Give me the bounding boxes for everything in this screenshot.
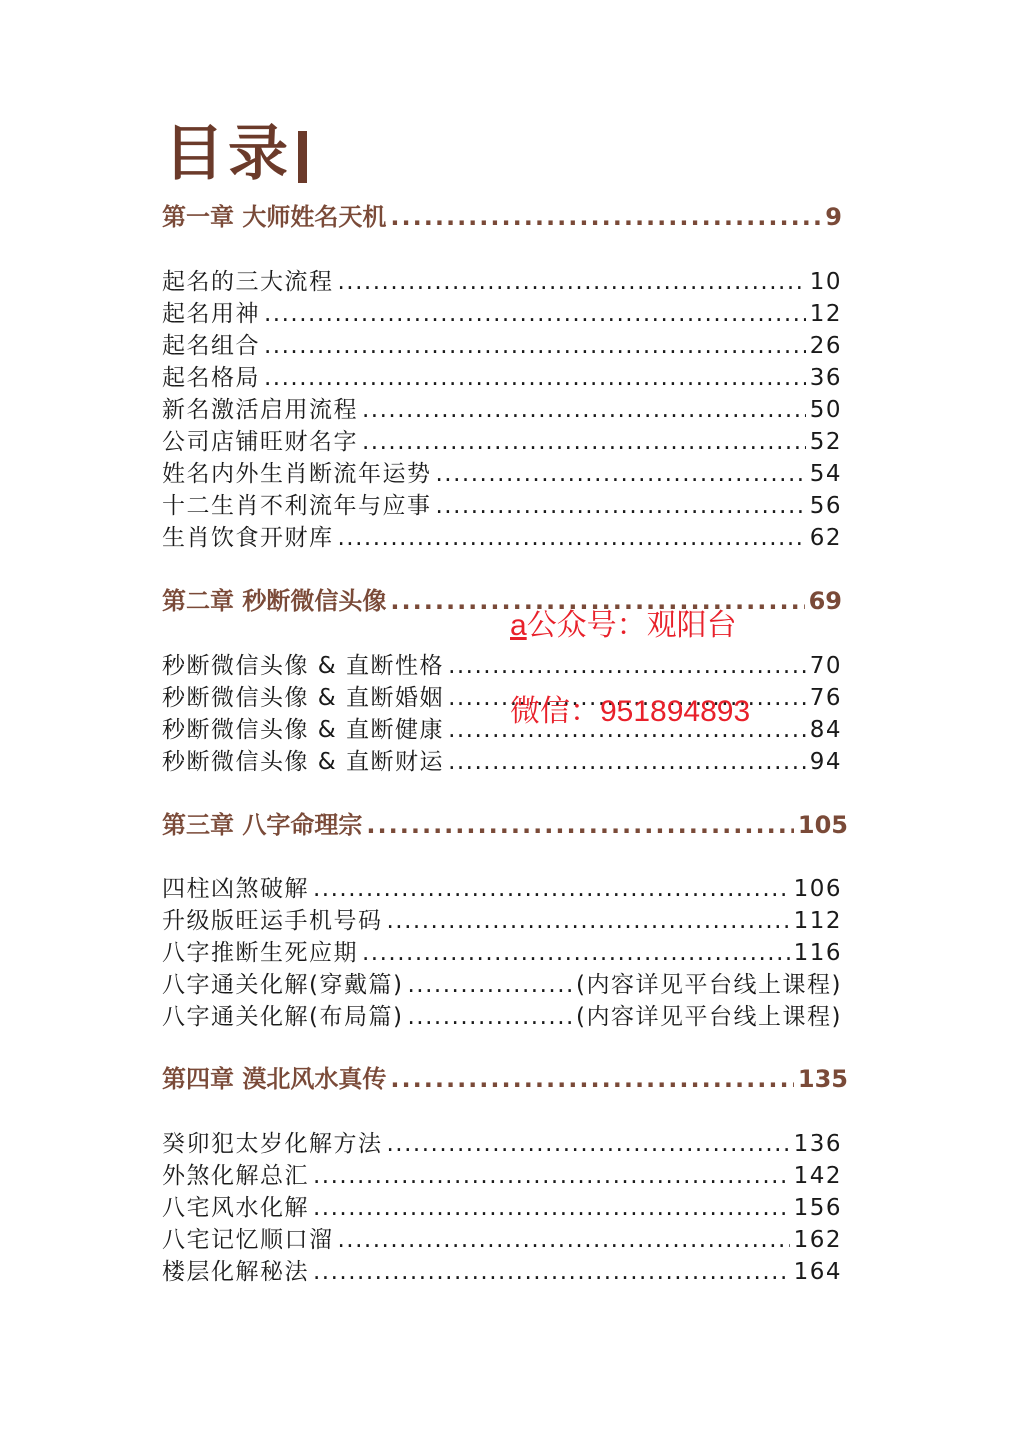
toc-entry <box>162 522 842 554</box>
leader-dots <box>362 426 806 458</box>
leader-dots <box>313 1256 790 1288</box>
entry-page: 136 <box>793 1131 842 1157</box>
toc-entry <box>162 969 842 1001</box>
watermark-line2: 微信：951894893 <box>510 695 751 728</box>
chapter-3-heading <box>162 809 848 841</box>
leader-dots <box>362 937 790 969</box>
entry-title: 起名格局 <box>162 365 260 391</box>
leader-dots <box>338 266 806 298</box>
leader-dots <box>387 905 790 937</box>
leader-dots <box>264 330 806 362</box>
chapter-4-heading <box>162 1063 848 1095</box>
entry-title: 八字通关化解(穿戴篇) <box>162 972 404 998</box>
entry-page: 62 <box>809 525 842 551</box>
entry-title: 起名的三大流程 <box>162 269 334 295</box>
leader-dots <box>407 969 572 1001</box>
entry-page: 26 <box>809 333 842 359</box>
entry-title: 升级版旺运手机号码 <box>162 908 383 934</box>
toc-entry <box>162 650 842 682</box>
chapter-1-heading <box>162 201 842 233</box>
chapter-2-heading <box>162 585 842 617</box>
chapter-page: 9 <box>825 203 842 231</box>
leader-dots <box>362 394 806 426</box>
chapter-title: 第四章 漠北风水真传 <box>162 1065 387 1093</box>
entry-title: 十二生肖不利流年与应事 <box>162 493 432 519</box>
leader-dots <box>448 650 806 682</box>
leader-dots <box>264 298 806 330</box>
entry-page: 36 <box>809 365 842 391</box>
chapter-page: 135 <box>797 1065 848 1093</box>
entry-page: 54 <box>809 461 842 487</box>
watermark-public-account <box>510 600 737 644</box>
toc-entry <box>162 1256 842 1288</box>
entry-title: 秒断微信头像 & 直断财运 <box>162 749 445 775</box>
entry-title: 生肖饮食开财库 <box>162 525 334 551</box>
toc-entry <box>162 1224 842 1256</box>
entry-page: 76 <box>809 685 842 711</box>
entry-page: 112 <box>793 908 842 934</box>
leader-dots <box>313 873 790 905</box>
toc-entry <box>162 330 842 362</box>
leader-dots <box>313 1192 790 1224</box>
leader-dots <box>448 746 806 778</box>
entry-title: 八宅记忆顺口溜 <box>162 1227 334 1253</box>
leader-dots <box>436 458 806 490</box>
entry-page: 10 <box>809 269 842 295</box>
toc-title <box>164 118 307 190</box>
entry-title: 新名激活启用流程 <box>162 397 358 423</box>
entry-title: 公司店铺旺财名字 <box>162 429 358 455</box>
leader-dots <box>387 1128 790 1160</box>
entry-page: 106 <box>793 876 842 902</box>
entry-title: 起名组合 <box>162 333 260 359</box>
leader-dots <box>338 1224 790 1256</box>
entry-page: 162 <box>793 1227 842 1253</box>
title-bar-decoration <box>298 131 307 183</box>
entry-page: 56 <box>809 493 842 519</box>
leader-dots <box>390 1063 794 1095</box>
leader-dots <box>436 490 806 522</box>
entry-title: 秒断微信头像 & 直断婚姻 <box>162 685 445 711</box>
entry-title: 癸卯犯太岁化解方法 <box>162 1131 383 1157</box>
toc-title-text: 目录 <box>164 119 292 189</box>
entry-title: 八字推断生死应期 <box>162 940 358 966</box>
entry-title: 秒断微信头像 & 直断性格 <box>162 653 445 679</box>
entry-page: 94 <box>809 749 842 775</box>
toc-entry <box>162 426 842 458</box>
toc-entry <box>162 1128 842 1160</box>
toc-entry <box>162 1001 842 1033</box>
toc-entry <box>162 266 842 298</box>
entry-title: 秒断微信头像 & 直断健康 <box>162 717 445 743</box>
chapter-title: 第一章 大师姓名天机 <box>162 203 387 231</box>
watermark-wechat <box>510 686 750 730</box>
entry-page: 70 <box>809 653 842 679</box>
entry-page: 164 <box>793 1259 842 1285</box>
leader-dots <box>390 201 821 233</box>
entry-title: 起名用神 <box>162 301 260 327</box>
toc-entry <box>162 746 842 778</box>
entry-title: 八字通关化解(布局篇) <box>162 1004 404 1030</box>
watermark-prefix: a <box>510 609 527 642</box>
entry-page: 142 <box>793 1163 842 1189</box>
chapter-page: 105 <box>797 811 848 839</box>
leader-dots <box>338 522 806 554</box>
entry-page: 156 <box>793 1195 842 1221</box>
toc-entry <box>162 298 842 330</box>
leader-dots <box>366 809 794 841</box>
entry-page-note: (内容详见平台线上课程) <box>576 972 842 998</box>
toc-entry <box>162 394 842 426</box>
chapter-page: 69 <box>808 587 842 615</box>
toc-entry <box>162 1160 842 1192</box>
toc-entry <box>162 490 842 522</box>
entry-page: 84 <box>809 717 842 743</box>
toc-entry <box>162 937 842 969</box>
entry-title: 四柱凶煞破解 <box>162 876 309 902</box>
entry-title: 八宅风水化解 <box>162 1195 309 1221</box>
chapter-title: 第三章 八字命理宗 <box>162 811 363 839</box>
entry-title: 外煞化解总汇 <box>162 1163 309 1189</box>
toc-entry <box>162 362 842 394</box>
entry-page: 116 <box>793 940 842 966</box>
chapter-title: 第二章 秒断微信头像 <box>162 587 387 615</box>
toc-entry <box>162 905 842 937</box>
leader-dots <box>407 1001 572 1033</box>
leader-dots <box>264 362 806 394</box>
entry-title: 姓名内外生肖断流年运势 <box>162 461 432 487</box>
watermark-line1: 公众号：观阳台 <box>526 609 737 642</box>
entry-page-note: (内容详见平台线上课程) <box>576 1004 842 1030</box>
entry-title: 楼层化解秘法 <box>162 1259 309 1285</box>
entry-page: 12 <box>809 301 842 327</box>
entry-page: 52 <box>809 429 842 455</box>
leader-dots <box>313 1160 790 1192</box>
toc-entry <box>162 1192 842 1224</box>
toc-entry <box>162 458 842 490</box>
toc-entry <box>162 873 842 905</box>
entry-page: 50 <box>809 397 842 423</box>
